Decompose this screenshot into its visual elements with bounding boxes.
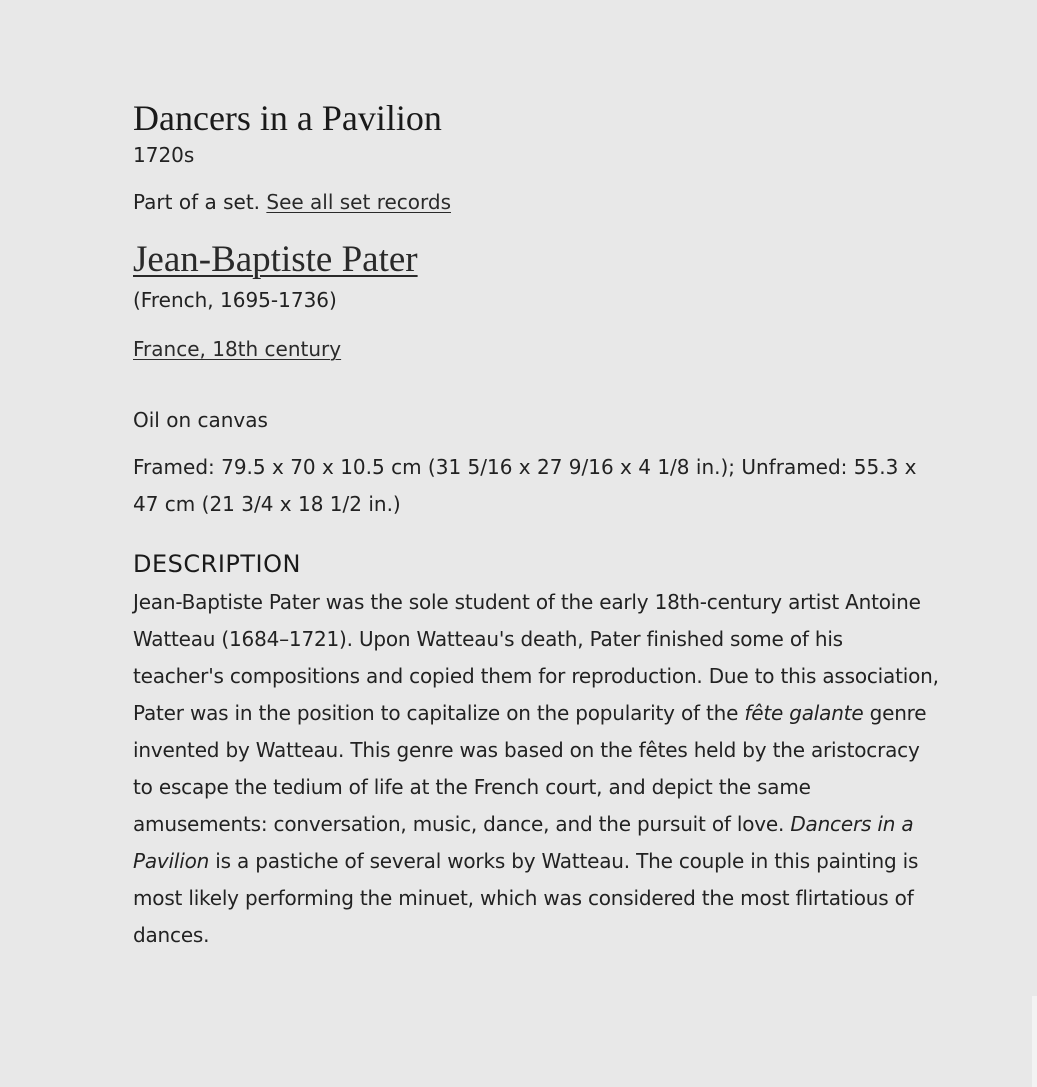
culture-info (133, 334, 939, 364)
description-text-2: genre invented by Watteau. This genre was based on the fêtes held by the aristocracy to escape the tedium of life at the French court, and depict the same amusements: conversation, music, dance, and the pursuit of love. (133, 701, 927, 836)
description-body (133, 584, 939, 954)
artwork-title: Dancers in a Pavilion (133, 98, 442, 138)
dimensions: Framed: 79.5 x 70 x 10.5 cm (31 5/16 x 27 9/16 x 4 1/8 in.); Unframed: 55.3 x 47 cm (21 3/4 x 18 1/2 in.) (133, 455, 917, 516)
set-info (133, 187, 939, 217)
description-heading: DESCRIPTION (133, 550, 301, 578)
culture-link[interactable]: France, 18th century (133, 337, 342, 361)
medium: Oil on canvas (133, 408, 268, 432)
artist-name-link[interactable]: Jean-Baptiste Pater (133, 239, 418, 280)
see-all-set-records-link[interactable]: See all set records (266, 190, 451, 214)
artwork-date: 1720s (133, 143, 195, 167)
artist-heading (133, 237, 939, 283)
description-text-1: Jean-Baptiste Pater was the sole student of the early 18th-century artist Antoine Watteau (1684–1721). Upon Watteau's death, Pater finished some of his teacher's compositions and copied them for reproduction. Due to this association, Pater was in the position to capitalize on the popularity of the (133, 590, 939, 725)
artwork-record (133, 96, 939, 954)
description-text-3: is a pastiche of several works by Watteau. The couple in this painting is most likely performing the minuet, which was considered the most flirtatious of dances. (133, 849, 919, 947)
set-info-text: Part of a set. (133, 190, 261, 214)
scrollbar-edge[interactable] (1032, 996, 1037, 1087)
description-italic-1: fête galante (744, 701, 864, 725)
artist-nationality: (French, 1695-1736) (133, 288, 337, 312)
description-italic-2: Dancers in a Pavilion (133, 812, 914, 873)
